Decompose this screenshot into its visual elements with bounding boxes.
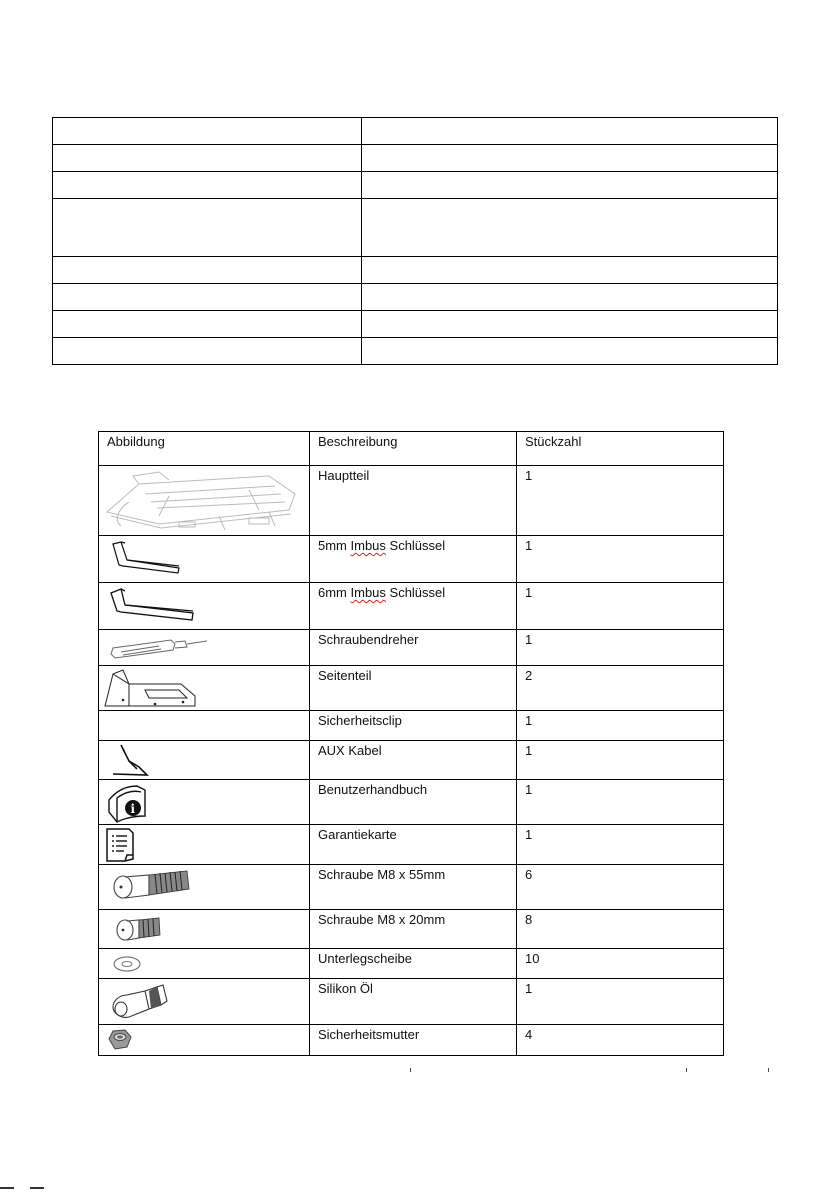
spec-cell: [362, 284, 778, 311]
aux-cable-icon: [99, 741, 309, 778]
spec-row: [53, 338, 778, 365]
part-image-cell: [99, 1025, 310, 1056]
part-image-cell: [99, 466, 310, 536]
spec-cell: [362, 118, 778, 145]
spec-cell: [53, 172, 362, 199]
part-description: Schraube M8 x 20mm: [310, 910, 517, 949]
part-image-cell: [99, 583, 310, 630]
table-row: [99, 630, 724, 666]
part-quantity: 6: [517, 865, 724, 910]
part-quantity: 1: [517, 630, 724, 666]
part-image-cell: [99, 910, 310, 949]
table-header-row: [99, 432, 724, 466]
part-description-prefix: 6mm: [318, 585, 351, 600]
part-quantity: 1: [517, 741, 724, 780]
part-image-cell: [99, 711, 310, 741]
screw-m8x20-icon: [99, 910, 309, 947]
spec-row: [53, 257, 778, 284]
table-row: [99, 666, 724, 711]
part-description: Sicherheitsmutter: [310, 1025, 517, 1056]
part-description: Hauptteil: [310, 466, 517, 536]
table-row: [99, 910, 724, 949]
part-image-cell: [99, 825, 310, 865]
spec-cell: [53, 118, 362, 145]
washer-icon: [99, 949, 309, 977]
table-row: [99, 583, 724, 630]
part-description-prefix: 5mm: [318, 538, 351, 553]
part-quantity: 1: [517, 780, 724, 825]
lock-nut-icon: [99, 1025, 309, 1054]
spec-cell: [362, 338, 778, 365]
table-row: [99, 780, 724, 825]
part-quantity: 1: [517, 711, 724, 741]
part-description: [310, 583, 517, 630]
column-header-quantity: Stückzahl: [517, 432, 724, 466]
part-quantity: 1: [517, 466, 724, 536]
spec-row: [53, 118, 778, 145]
part-image-cell: [99, 949, 310, 979]
spec-cell: [53, 311, 362, 338]
part-description: AUX Kabel: [310, 741, 517, 780]
part-image-cell: [99, 741, 310, 780]
part-image-cell: [99, 865, 310, 910]
table-row: [99, 865, 724, 910]
part-image-cell: [99, 979, 310, 1025]
spec-cell: [53, 284, 362, 311]
spec-row: [53, 172, 778, 199]
silicone-oil-bottle-icon: [99, 979, 309, 1023]
table-row: [99, 741, 724, 780]
table-row: [99, 711, 724, 741]
part-quantity: 1: [517, 583, 724, 630]
spec-cell: [53, 145, 362, 172]
spec-cell: [362, 311, 778, 338]
part-quantity: 10: [517, 949, 724, 979]
scan-mark: [768, 1068, 769, 1072]
allen-key-6mm-icon: [99, 583, 309, 628]
allen-key-5mm-icon: [99, 536, 309, 581]
screw-m8x55-icon: [99, 865, 309, 908]
table-row: [99, 1025, 724, 1056]
part-description: [310, 536, 517, 583]
side-cover-icon: [99, 666, 309, 709]
spellcheck-flagged-word: Imbus: [350, 538, 386, 553]
specification-table: [52, 117, 778, 365]
svg-text:i: i: [130, 802, 136, 816]
part-image-cell: [99, 630, 310, 666]
spec-cell: [362, 199, 778, 257]
table-row: [99, 949, 724, 979]
part-description-suffix: Schlüssel: [385, 585, 446, 600]
part-quantity: 1: [517, 536, 724, 583]
table-row: [99, 825, 724, 865]
spec-row: [53, 311, 778, 338]
treadmill-main-unit-icon: [99, 466, 309, 534]
column-header-image: Abbildung: [99, 432, 310, 466]
warranty-card-icon: [99, 825, 309, 863]
part-quantity: 8: [517, 910, 724, 949]
spec-cell: [53, 338, 362, 365]
screwdriver-icon: [99, 630, 309, 664]
scan-mark: [410, 1068, 411, 1072]
part-quantity: 4: [517, 1025, 724, 1056]
part-description: Schraube M8 x 55mm: [310, 865, 517, 910]
table-row: [99, 536, 724, 583]
part-description: Seitenteil: [310, 666, 517, 711]
spec-cell: [362, 145, 778, 172]
part-quantity: 1: [517, 979, 724, 1025]
page-corner-mark: [0, 1186, 48, 1190]
table-row: [99, 466, 724, 536]
spec-cell: [362, 172, 778, 199]
spec-row: [53, 145, 778, 172]
part-description: Garantiekarte: [310, 825, 517, 865]
spellcheck-flagged-word: Imbus: [350, 585, 386, 600]
scan-mark: [686, 1068, 687, 1072]
part-image-cell: [99, 780, 310, 825]
parts-list-table: [98, 431, 724, 1056]
part-description: Unterlegscheibe: [310, 949, 517, 979]
part-description-suffix: Schlüssel: [385, 538, 446, 553]
spec-row: [53, 199, 778, 257]
spec-cell: [53, 257, 362, 284]
part-description: Benutzerhandbuch: [310, 780, 517, 825]
part-quantity: 2: [517, 666, 724, 711]
part-description: Silikon Öl: [310, 979, 517, 1025]
part-image-cell: [99, 666, 310, 711]
part-description: Sicherheitsclip: [310, 711, 517, 741]
table-row: [99, 979, 724, 1025]
column-header-description: Beschreibung: [310, 432, 517, 466]
part-description: Schraubendreher: [310, 630, 517, 666]
user-manual-icon: [99, 780, 309, 823]
part-image-cell: [99, 536, 310, 583]
spec-cell: [362, 257, 778, 284]
spec-cell: [53, 199, 362, 257]
spec-row: [53, 284, 778, 311]
part-quantity: 1: [517, 825, 724, 865]
